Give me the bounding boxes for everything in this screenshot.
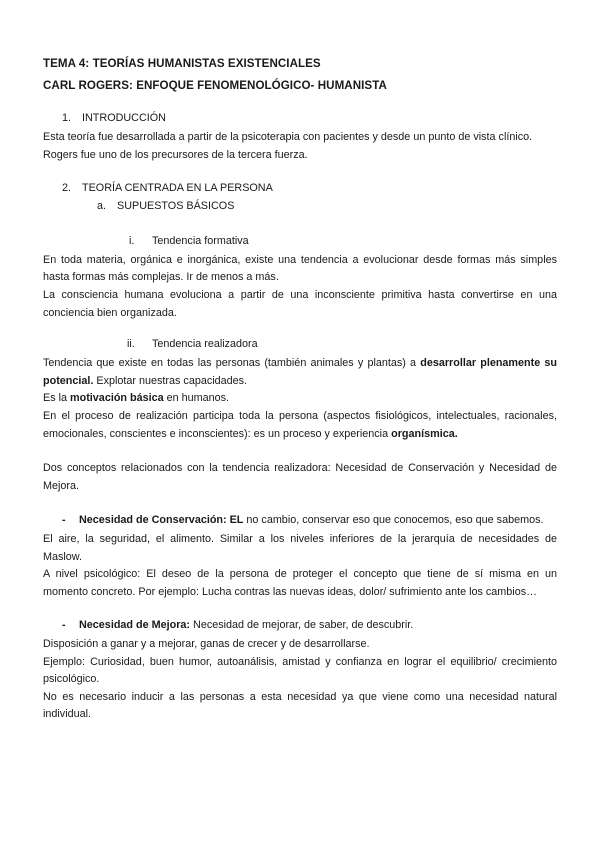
conservation-dash: - — [62, 514, 66, 526]
item-ii-line-3-text-b: en humanos. — [163, 392, 230, 404]
item-ii-line-2-bold: potencial. — [43, 375, 94, 387]
item-ii-heading — [127, 338, 258, 350]
section-2-heading — [62, 182, 273, 194]
item-i-line-4: conciencia bien organizada. — [43, 307, 177, 319]
document-subtitle: CARL ROGERS: ENFOQUE FENOMENOLÓGICO- HUMANISTA — [43, 79, 387, 92]
item-ii-line-3-bold: motivación básica — [70, 392, 164, 404]
item-ii-line-1-text: Tendencia que existe en todas las personas (también animales y plantas) a — [43, 357, 421, 369]
conservation-label: Necesidad de Conservación: EL — [79, 514, 244, 526]
item-ii-number: ii. — [127, 338, 135, 350]
conservation-line-1: El aire, la seguridad, el alimento. Similar a los niveles inferiores de la jerarquía de necesidades de — [43, 533, 557, 545]
item-ii-line-6: Dos conceptos relacionados con la tendencia realizadora: Necesidad de Conservación y Necesidad de — [43, 462, 557, 474]
item-ii-line-3 — [43, 391, 557, 405]
improvement-line-3: psicológico. — [43, 673, 100, 685]
section-1-paragraph-2: Rogers fue uno de los precursores de la tercera fuerza. — [43, 149, 308, 161]
item-ii-line-1 — [43, 356, 557, 370]
subsection-a-heading — [97, 200, 234, 212]
section-2-number: 2. — [62, 182, 72, 194]
section-1-heading — [62, 112, 166, 124]
conservation-heading — [62, 514, 544, 526]
document-title: TEMA 4: TEORÍAS HUMANISTAS EXISTENCIALES — [43, 57, 321, 70]
improvement-description: Necesidad de mejorar, de saber, de descubrir. — [190, 619, 414, 631]
item-ii-line-3-text-a: Es la — [43, 392, 71, 404]
item-ii-line-1-bold: desarrollar plenamente su — [420, 357, 557, 369]
item-i-title: Tendencia formativa — [152, 235, 249, 247]
conservation-line-3: A nivel psicológico: El deseo de la persona de proteger el concepto que tiene de sí misma en un — [43, 568, 557, 580]
item-i-line-2: hasta formas más complejas. Ir de menos a más. — [43, 271, 279, 283]
item-i-line-1: En toda materia, orgánica e inorgánica, existe una tendencia a evolucionar desde formas más simples — [43, 254, 557, 266]
item-ii-line-2-text: Explotar nuestras capacidades. — [93, 375, 248, 387]
section-1-title: INTRODUCCIÓN — [82, 112, 166, 124]
improvement-heading — [62, 619, 413, 631]
section-2-title: TEORÍA CENTRADA EN LA PERSONA — [82, 182, 273, 194]
item-i-number: i. — [129, 235, 135, 247]
item-ii-title: Tendencia realizadora — [152, 338, 258, 350]
improvement-dash: - — [62, 619, 66, 631]
conservation-line-4: momento concreto. Por ejemplo: Lucha contras las nuevas ideas, dolor/ sufrimiento ante los cambios… — [43, 586, 537, 598]
item-ii-line-2 — [43, 374, 557, 388]
section-1-paragraph-1: Esta teoría fue desarrollada a partir de la psicoterapia con pacientes y desde un punto de vista clínico. — [43, 131, 533, 143]
item-ii-line-7: Mejora. — [43, 480, 80, 492]
subsection-a-number: a. — [97, 200, 107, 212]
improvement-line-1: Disposición a ganar y a mejorar, ganas de crecer y de desarrollarse. — [43, 638, 370, 650]
item-i-line-3: La consciencia humana evoluciona a partir de una inconsciente primitiva hasta convertirse en una — [43, 289, 557, 301]
item-ii-line-5-text: emocionales, conscientes e inconscientes): es un proceso y experiencia — [43, 428, 392, 440]
item-ii-line-4: En el proceso de realización participa toda la persona (aspectos fisiológicos, intelectuales, racionales, — [43, 410, 557, 422]
item-ii-line-5 — [43, 427, 557, 441]
improvement-line-2: Ejemplo: Curiosidad, buen humor, autoanálisis, amistad y confianza en lograr el equilibrio/ crecimiento — [43, 656, 557, 668]
improvement-label: Necesidad de Mejora: — [79, 619, 191, 631]
conservation-line-2: Maslow. — [43, 551, 83, 563]
improvement-line-5: individual. — [43, 708, 92, 720]
item-ii-line-5-bold: organísmica. — [391, 428, 458, 440]
section-1-number: 1. — [62, 112, 72, 124]
improvement-line-4: No es necesario inducir a las personas a esta necesidad ya que viene como una necesidad natural — [43, 691, 557, 703]
conservation-description: no cambio, conservar eso que conocemos, eso que sabemos. — [243, 514, 544, 526]
subsection-a-title: SUPUESTOS BÁSICOS — [117, 200, 235, 212]
item-i-heading — [129, 235, 249, 247]
